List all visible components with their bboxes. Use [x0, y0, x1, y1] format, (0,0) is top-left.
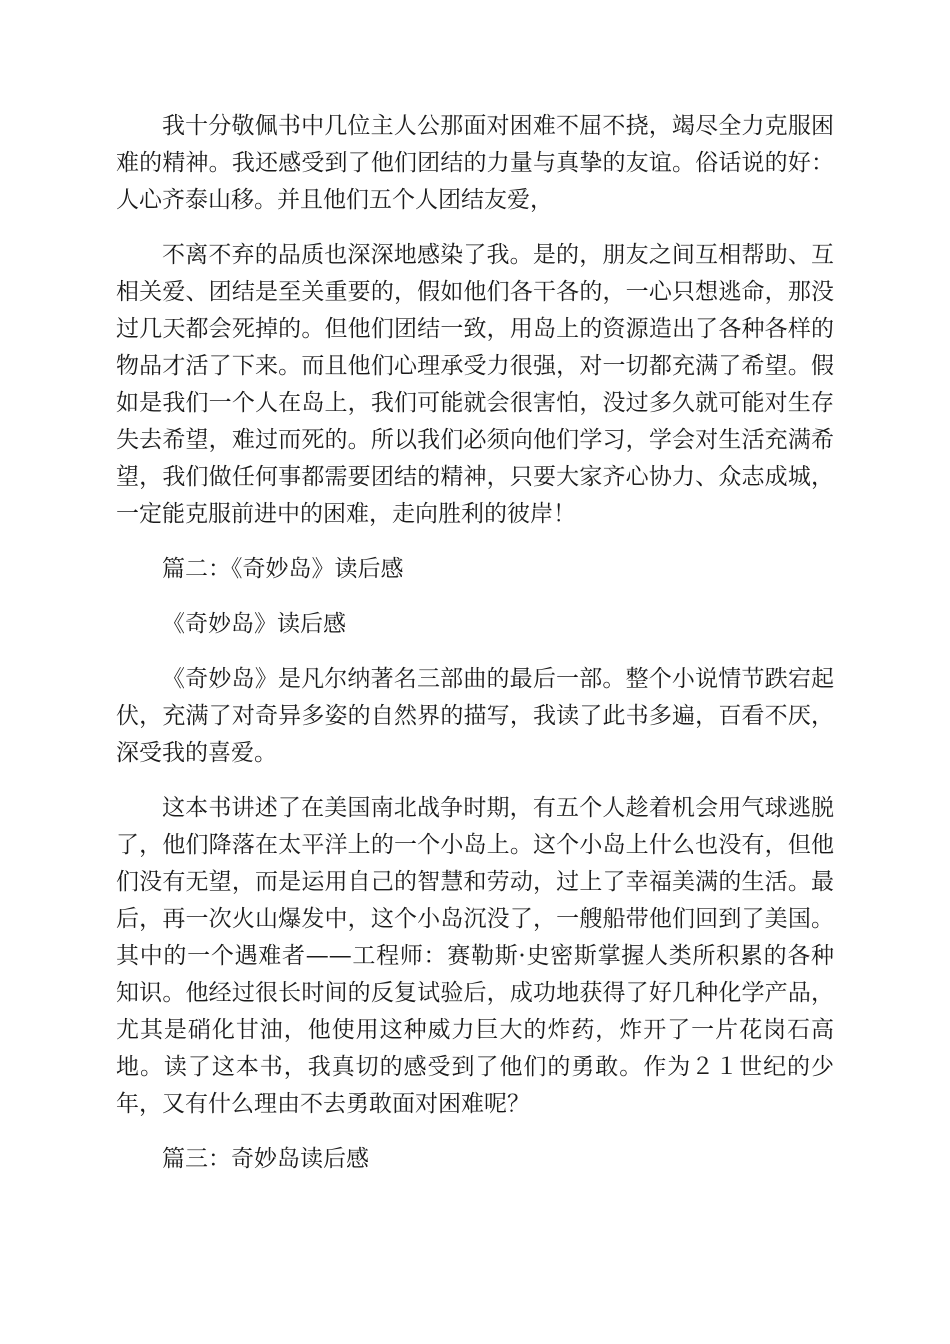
article-title: 《奇妙岛》读后感: [162, 611, 346, 637]
paragraph-1: 我十分敬佩书中几位主人公那面对困难不屈不挠，竭尽全力克服困难的精神。我还感受到了他们团结的力量与真挚的友谊。俗话说的好：人心齐泰山移。并且他们五个人团结友爱，: [116, 113, 834, 213]
paragraph-3: 《奇妙岛》是凡尔纳著名三部曲的最后一部。整个小说情节跌宕起伏，充满了对奇异多姿的自然界的描写，我读了此书多遍，百看不厌，深受我的喜爱。: [116, 666, 834, 766]
paragraph-4: 这本书讲述了在美国南北战争时期，有五个人趁着机会用气球逃脱了，他们降落在太平洋上的一个小岛上。这个小岛上什么也没有，但他们没有无望，而是运用自己的智慧和劳动，过上了幸福美满的生活。最后，再一次火山爆发中，这个小岛沉没了，一艘船带他们回到了美国。其中的一个遇难者——工程师：赛勒斯·史密斯掌握人类所积累的各种知识。他经过很长时间的反复试验后，成功地获得了好几种化学产品，尤其是硝化甘油，他使用这种威力巨大的炸药，炸开了一片花岗石高地。读了这本书，我真切的感受到了他们的勇敢。作为２１世纪的少年，又有什么理由不去勇敢面对困难呢？: [116, 795, 834, 1117]
paragraph-2: 不离不弃的品质也深深地感染了我。是的，朋友之间互相帮助、互相关爱、团结是至关重要的，假如他们各干各的，一心只想逃命，那没过几天都会死掉的。但他们团结一致，用岛上的资源造出了各种各样的物品才活了下来。而且他们心理承受力很强，对一切都充满了希望。假如是我们一个人在岛上，我们可能就会很害怕，没过多久就可能对生存失去希望，难过而死的。所以我们必须向他们学习，学会对生活充满希望，我们做任何事都需要团结的精神，只要大家齐心协力、众志成城，一定能克服前进中的困难，走向胜利的彼岸！: [116, 242, 834, 527]
section-heading-3: 篇三：奇妙岛读后感: [162, 1146, 369, 1172]
section-heading-2: 篇二：《奇妙岛》读后感: [162, 556, 404, 582]
document-page: [116, 108, 834, 1178]
